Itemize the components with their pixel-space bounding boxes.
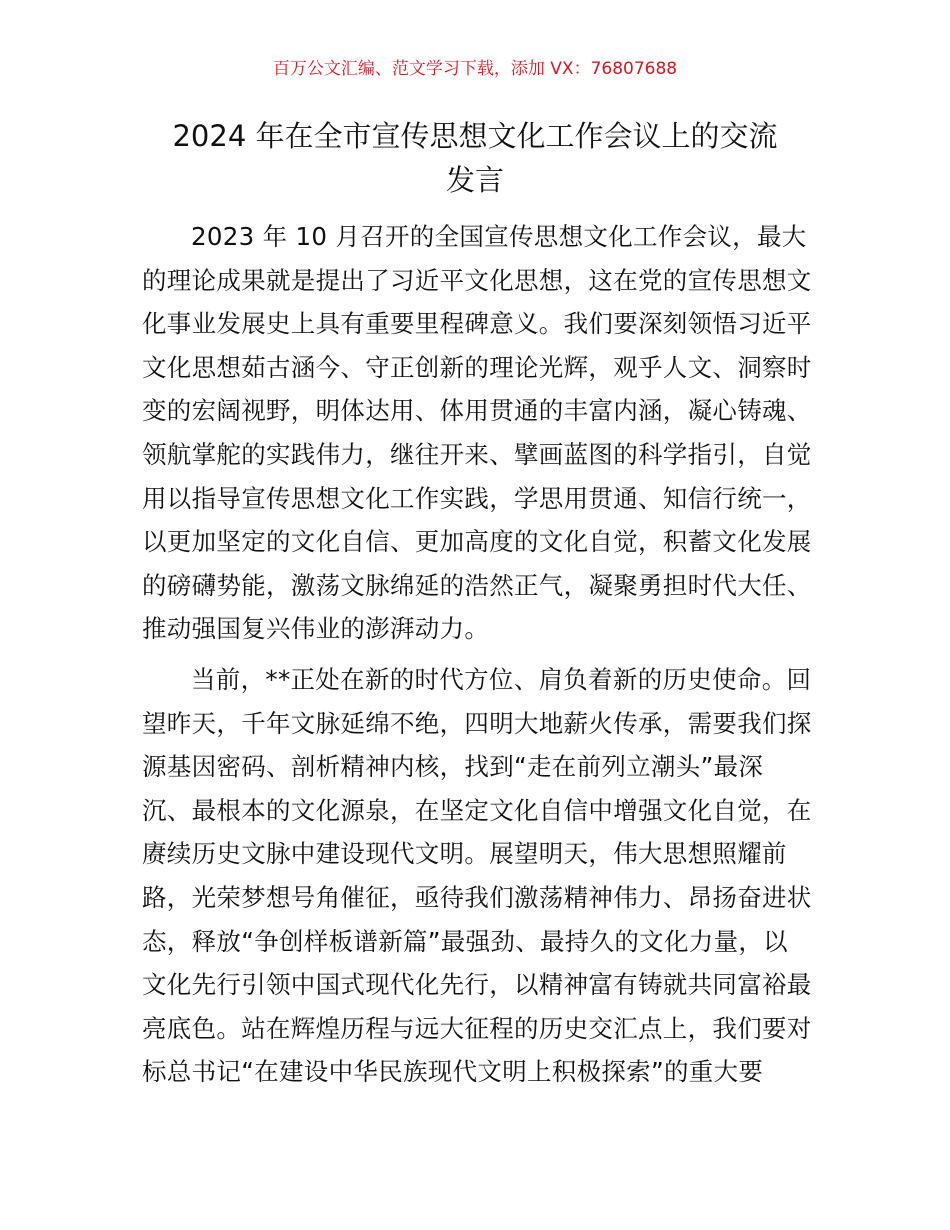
paragraph-line: 源基因密码、剖析精神内核，找到“走在前列立潮头”最深 [142,752,764,782]
paragraph-1 [142,215,812,651]
paragraph-line: 当前，**正处在新的时代方位、肩负着新的历史使命。回 [191,665,812,694]
paragraph-line: 标总书记“在建设中华民族现代文明上积极探索”的重大要 [142,1057,764,1087]
paragraph-2 [142,658,812,1094]
paragraph-line: 的理论成果就是提出了习近平文化思想，这在党的宣传思想文 [142,265,812,295]
paragraph-line: 望昨天，千年文脉延绵不绝，四明大地薪火传承，需要我们探 [142,708,812,738]
paragraph-line: 化事业发展史上具有重要里程碑意义。我们要深刻领悟习近平 [142,309,812,339]
paragraph-line: 以更加坚定的文化自信、更加高度的文化自觉，积蓄文化发展 [142,527,812,557]
title-line-1: 2024 年在全市宣传思想文化工作会议上的交流 [172,119,778,153]
paragraph-line: 的磅礴势能，激荡文脉绵延的浩然正气，凝聚勇担时代大任、 [142,570,812,600]
paragraph-line: 变的宏阔视野，明体达用、体用贯通的丰富内涵，凝心铸魂、 [142,396,812,426]
paragraph-line: 态，释放“争创样板谱新篇”最强劲、最持久的文化力量，以 [142,926,788,956]
paragraph-line: 文化先行引领中国式现代化先行，以精神富有铸就共同富裕最 [142,970,812,1000]
paragraph-line: 赓续历史文脉中建设现代文明。展望明天，伟大思想照耀前 [142,839,787,869]
paragraph-line: 2023 年 10 月召开的全国宣传思想文化工作会议，最大 [191,222,807,251]
document-title [130,114,820,202]
paragraph-line: 文化思想茹古涵今、守正创新的理论光辉，观乎人文、洞察时 [142,352,812,382]
promo-text: 百万公文汇编、范文学习下载，添加 VX：76807688 [272,59,678,79]
paragraph-line: 亮底色。站在辉煌历程与远大征程的历史交汇点上，我们要对 [142,1013,812,1043]
header-promo-note [0,56,950,82]
paragraph-line: 领航掌舵的实践伟力，继往开来、擘画蓝图的科学指引，自觉 [142,439,812,469]
paragraph-line: 沉、最根本的文化源泉，在坚定文化自信中增强文化自觉，在 [142,795,812,825]
paragraph-line: 路，光荣梦想号角催征，亟待我们激荡精神伟力、昂扬奋进状 [142,882,812,912]
paragraph-line: 用以指导宣传思想文化工作实践，学思用贯通、知信行统一， [142,483,812,513]
paragraph-line: 推动强国复兴伟业的澎湃动力。 [142,614,490,644]
title-line-2: 发言 [445,163,504,197]
